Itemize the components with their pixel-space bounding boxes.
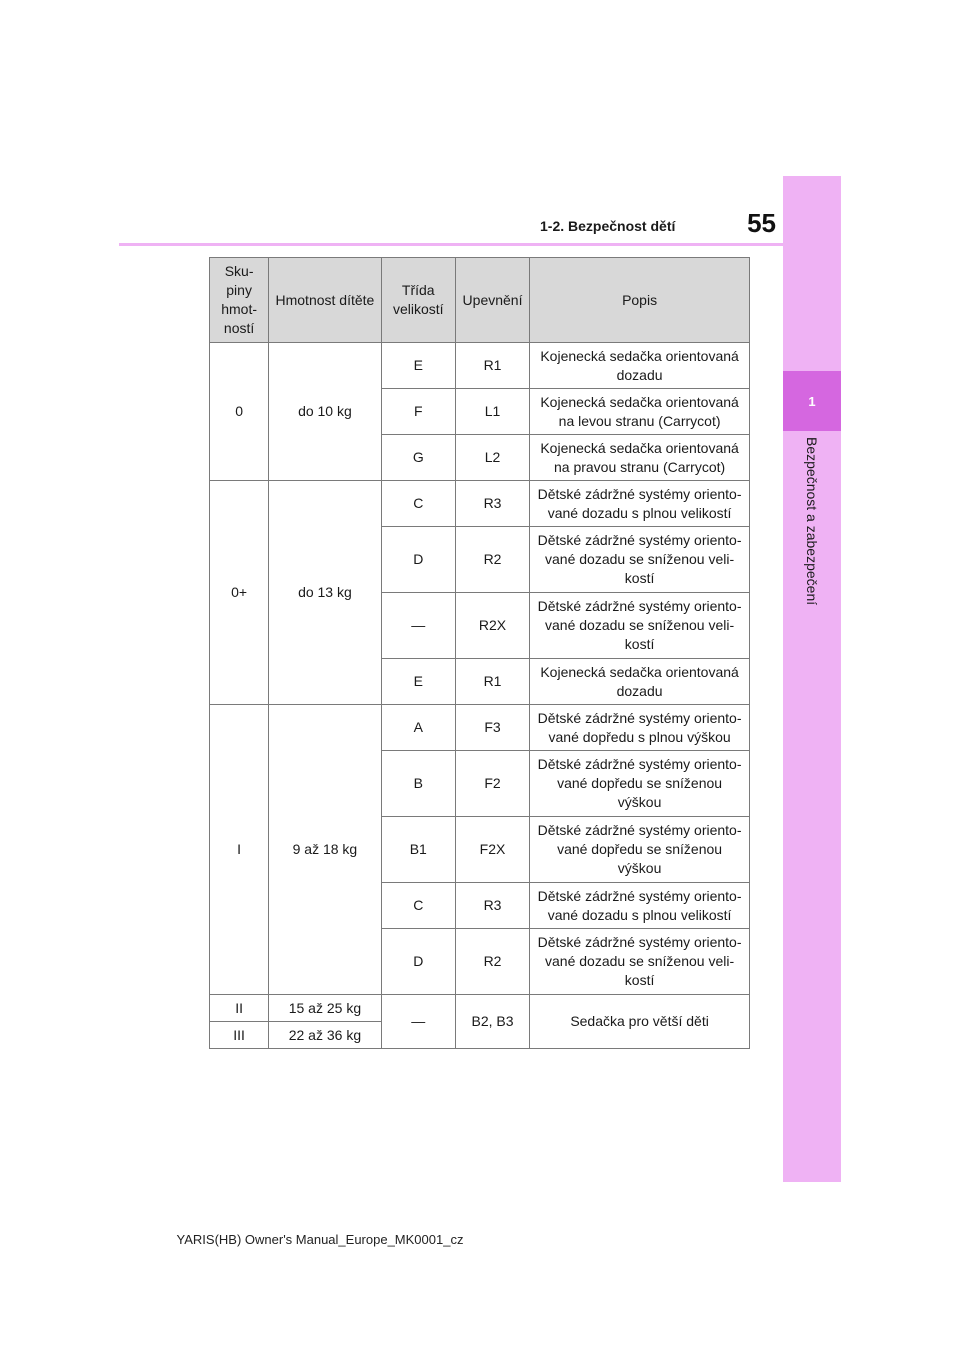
weight-cell: do 10 kg	[269, 343, 381, 481]
fixture-cell: R1	[455, 343, 529, 389]
description-cell: Dětské zádržné systémy oriento-vané dozadu s plnou velikostí	[530, 481, 750, 527]
fixture-cell: R2	[455, 929, 529, 995]
description-cell: Kojenecká sedačka orientovaná dozadu	[530, 659, 750, 705]
size-class-cell: D	[381, 527, 455, 593]
size-class-cell: —	[381, 593, 455, 659]
chapter-number-tab	[783, 371, 841, 431]
description-cell: Dětské zádržné systémy oriento-vané dozadu s plnou velikostí	[530, 883, 750, 929]
size-class-cell: A	[381, 705, 455, 751]
weight-cell: 9 až 18 kg	[269, 705, 381, 995]
header-child-weight: Hmotnost dítěte	[269, 258, 381, 343]
weight-cell: do 13 kg	[269, 481, 381, 705]
fixture-cell: R2X	[455, 593, 529, 659]
description-cell: Dětské zádržné systémy oriento-vané dopředu se sníženou výškou	[530, 817, 750, 883]
chapter-side-band	[783, 176, 841, 1182]
page-number: 55	[747, 208, 776, 238]
header-description: Popis	[530, 258, 750, 343]
fixture-cell: R2	[455, 527, 529, 593]
header-fixture: Upevnění	[455, 258, 529, 343]
description-cell: Kojenecká sedačka orientovaná na pravou stranu (Carrycot)	[530, 435, 750, 481]
table-row	[210, 995, 750, 1022]
size-class-cell: C	[381, 883, 455, 929]
fixture-cell: R1	[455, 659, 529, 705]
child-seat-size-table	[209, 257, 750, 1049]
header-size-class: Třída velikostí	[381, 258, 455, 343]
fixture-cell: L1	[455, 389, 529, 435]
size-class-cell: G	[381, 435, 455, 481]
fixture-cell: F2X	[455, 817, 529, 883]
weight-cell: 15 až 25 kg	[269, 995, 381, 1022]
description-cell: Dětské zádržné systémy oriento-vané dopředu se sníženou výškou	[530, 751, 750, 817]
group-cell: II	[210, 995, 269, 1022]
table-row	[210, 481, 750, 527]
description-cell: Dětské zádržné systémy oriento-vané dopředu s plnou výškou	[530, 705, 750, 751]
table-row	[210, 343, 750, 389]
group-cell: I	[210, 705, 269, 995]
fixture-cell: F3	[455, 705, 529, 751]
size-class-cell: E	[381, 659, 455, 705]
chapter-number: 1	[808, 393, 816, 409]
fixture-cell: L2	[455, 435, 529, 481]
size-class-cell: D	[381, 929, 455, 995]
group-cell: III	[210, 1022, 269, 1049]
fixture-cell: R3	[455, 883, 529, 929]
weight-cell: 22 až 36 kg	[269, 1022, 381, 1049]
table-header-row	[210, 258, 750, 343]
manual-footer: YARIS(HB) Owner's Manual_Europe_MK0001_cz	[176, 1232, 464, 1247]
fixture-cell: R3	[455, 481, 529, 527]
section-title: 1-2. Bezpečnost dětí	[540, 218, 676, 234]
size-class-cell: E	[381, 343, 455, 389]
fixture-cell: B2, B3	[455, 995, 529, 1049]
table-row	[210, 705, 750, 751]
description-cell: Kojenecká sedačka orientovaná dozadu	[530, 343, 750, 389]
description-cell: Dětské zádržné systémy oriento-vané dozadu se sníženou veli-kostí	[530, 929, 750, 995]
size-class-cell: C	[381, 481, 455, 527]
description-cell: Sedačka pro větší děti	[530, 995, 750, 1049]
size-class-cell: B	[381, 751, 455, 817]
description-cell: Kojenecká sedačka orientovaná na levou stranu (Carrycot)	[530, 389, 750, 435]
header-divider	[119, 243, 841, 246]
group-cell: 0+	[210, 481, 269, 705]
size-class-cell: —	[381, 995, 455, 1049]
header-weight-group: Sku-piny hmot-ností	[210, 258, 269, 343]
group-cell: 0	[210, 343, 269, 481]
size-class-cell: F	[381, 389, 455, 435]
chapter-title-vertical: Bezpečnost a zabezpečení	[804, 437, 820, 606]
fixture-cell: F2	[455, 751, 529, 817]
description-cell: Dětské zádržné systémy oriento-vané dozadu se sníženou veli-kostí	[530, 593, 750, 659]
size-class-cell: B1	[381, 817, 455, 883]
description-cell: Dětské zádržné systémy oriento-vané dozadu se sníženou veli-kostí	[530, 527, 750, 593]
